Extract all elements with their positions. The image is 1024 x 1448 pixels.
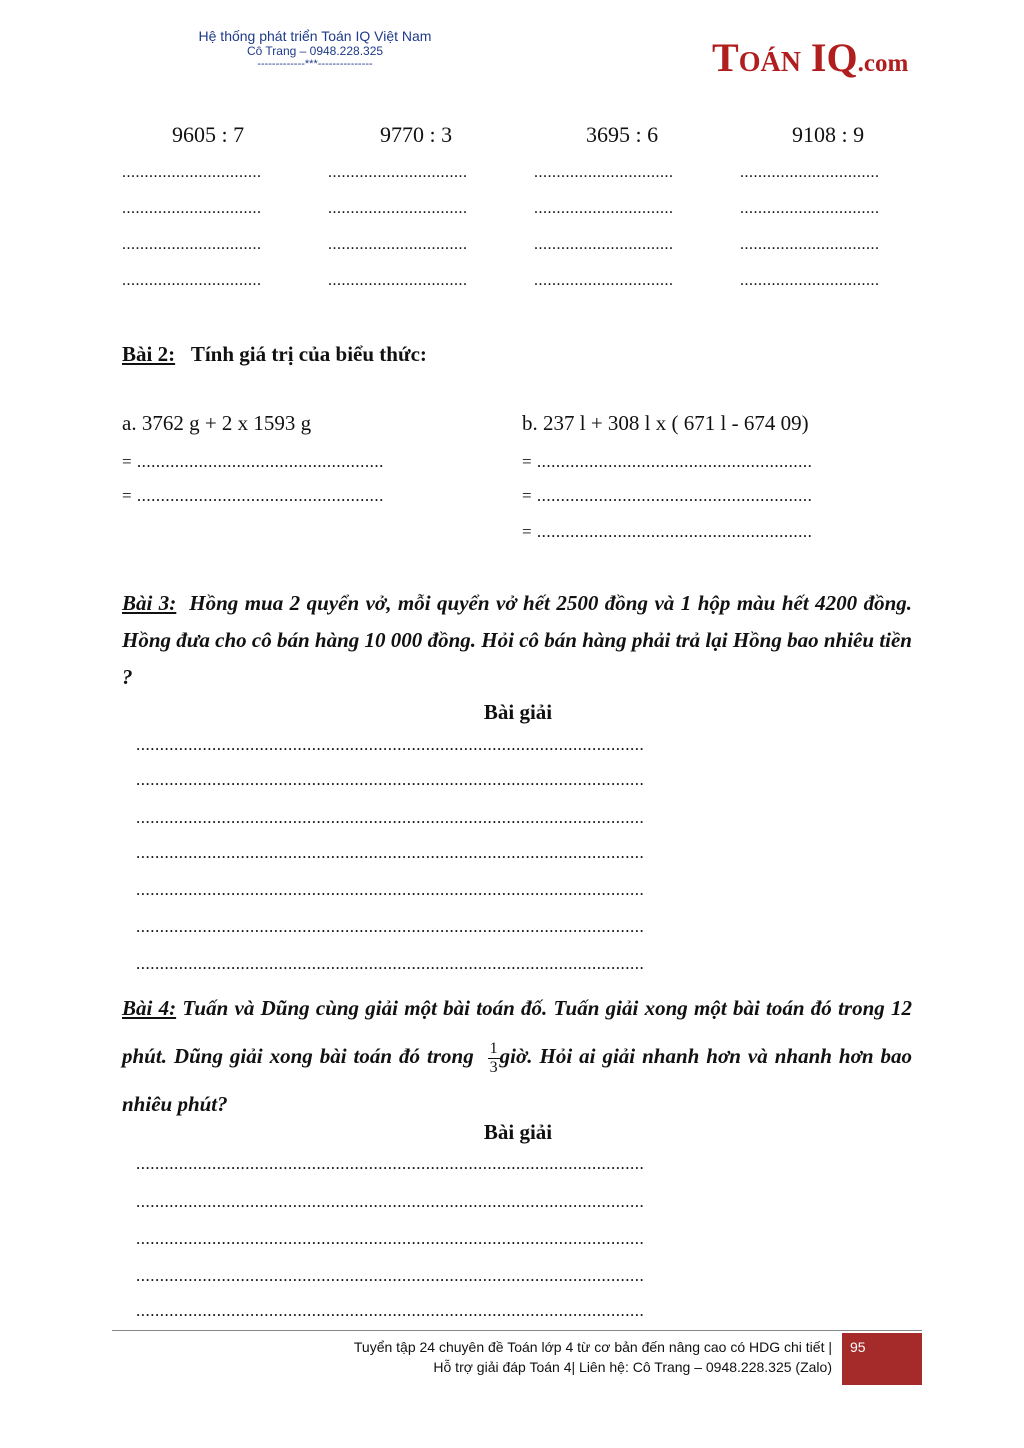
page-number-box xyxy=(842,1333,922,1385)
bai3-problem xyxy=(122,585,912,696)
fraction-denominator: 3 xyxy=(489,1058,498,1076)
bai3-text: Hồng mua 2 quyển vở, mỗi quyển vở hết 2500 đồng và 1 hộp màu hết 4200 đồng. Hồng đưa cho cô bán hàng 10 000 đồng. Hỏi cô bán hàng phải trả lại Hồng bao nhiêu tiền ? xyxy=(122,591,913,689)
answer-dot-line: ............................... xyxy=(122,236,262,253)
bai4-solution-heading: Bài giải xyxy=(483,1120,553,1144)
bai3-label: Bài 3: xyxy=(122,591,177,615)
answer-dot-line: ............................... xyxy=(328,164,468,181)
division-problem: 3695 : 6 xyxy=(586,122,659,147)
footer xyxy=(240,1339,832,1375)
answer-dot-line: ........................................................................................................... xyxy=(136,1266,645,1285)
bai2-label: Bài 2: xyxy=(122,342,176,366)
answer-dot-line: ........................................................................................................... xyxy=(136,735,645,754)
answer-dot-line: ............................... xyxy=(328,236,468,253)
page-number: 95 xyxy=(850,1339,866,1355)
bai2-b-line: = .......................................................... xyxy=(522,452,813,471)
answer-dot-line: ........................................................................................................... xyxy=(136,1229,645,1248)
answer-dot-line: ........................................................................................................... xyxy=(136,1301,645,1320)
fraction-numerator: 1 xyxy=(489,1039,498,1057)
footer-rule xyxy=(112,1330,922,1331)
header-separator: -------------***--------------- xyxy=(257,58,373,70)
answer-dot-line: ........................................................................................................... xyxy=(136,880,645,899)
division-problem: 9770 : 3 xyxy=(380,122,453,147)
answer-dot-line: ........................................................................................................... xyxy=(136,1192,645,1211)
answer-dot-line: ........................................................................................................... xyxy=(136,808,645,827)
bai4-solution-wrap xyxy=(318,1120,718,1145)
bai4-text2: giờ. Hỏi ai giải nhanh hơn và nhanh hơn bao nhiêu phút? xyxy=(122,1044,913,1116)
answer-dot-line: ............................... xyxy=(534,236,674,253)
header xyxy=(150,28,480,70)
bai2-expression-b: b. 237 l + 308 l x ( 671 l - 674 09) xyxy=(522,411,809,435)
bai4-problem xyxy=(122,984,912,1128)
answer-dot-line: ............................... xyxy=(122,164,262,181)
bai3-solution-heading: Bài giải xyxy=(483,700,553,724)
answer-dot-line: ............................... xyxy=(740,272,880,289)
bai4-text1: Tuấn và Dũng cùng giải một bài toán đố. Tuấn giải xong một bài toán đó trong 12 phút. Dũng giải xong bài toán đó trong xyxy=(122,996,913,1068)
answer-dot-line: ............................... xyxy=(328,200,468,217)
answer-dot-line: ........................................................................................................... xyxy=(136,1154,645,1173)
footer-line2: Hỗ trợ giải đáp Toán 4| Liên hệ: Cô Trang – 0948.228.325 (Zalo) xyxy=(433,1359,832,1375)
fraction xyxy=(488,1040,500,1077)
answer-dot-line: ............................... xyxy=(534,164,674,181)
answer-dot-line: ............................... xyxy=(740,164,880,181)
answer-dot-line: ........................................................................................................... xyxy=(136,843,645,862)
bai4-label: Bài 4: xyxy=(122,996,177,1020)
answer-dot-line: ........................................................................................................... xyxy=(136,954,645,973)
bai2-expression-a: a. 3762 g + 2 x 1593 g xyxy=(122,411,312,435)
bai2-title: Tính giá trị của biểu thức: xyxy=(190,342,427,366)
bai2-a-line: = .................................................... xyxy=(122,452,384,471)
bai2-b-line: = .......................................................... xyxy=(522,522,813,541)
division-problem: 9605 : 7 xyxy=(172,122,245,147)
answer-dot-line: ............................... xyxy=(534,200,674,217)
answer-dot-line: ............................... xyxy=(534,272,674,289)
answer-dot-line: ............................... xyxy=(328,272,468,289)
answer-dot-line: ............................... xyxy=(740,236,880,253)
answer-dot-line: ............................... xyxy=(740,200,880,217)
bai3-solution-wrap xyxy=(318,700,718,725)
header-contact: Cô Trang – 0948.228.325 xyxy=(246,44,384,58)
bai2-heading xyxy=(122,342,427,367)
division-problem: 9108 : 9 xyxy=(792,122,865,147)
logo: TOÁN IQ.com xyxy=(712,35,909,80)
footer-line1: Tuyển tập 24 chuyên đề Toán lớp 4 từ cơ bản đến nâng cao có HDG chi tiết | xyxy=(353,1339,832,1355)
answer-dot-line: ............................... xyxy=(122,272,262,289)
bai2-b-line: = .......................................................... xyxy=(522,486,813,505)
bai2-a-line: = .................................................... xyxy=(122,486,384,505)
answer-dot-line: ........................................................................................................... xyxy=(136,770,645,789)
answer-dot-line: ............................... xyxy=(122,200,262,217)
answer-dot-line: ........................................................................................................... xyxy=(136,917,645,936)
header-title: Hệ thống phát triển Toán IQ Việt Nam xyxy=(198,28,432,44)
